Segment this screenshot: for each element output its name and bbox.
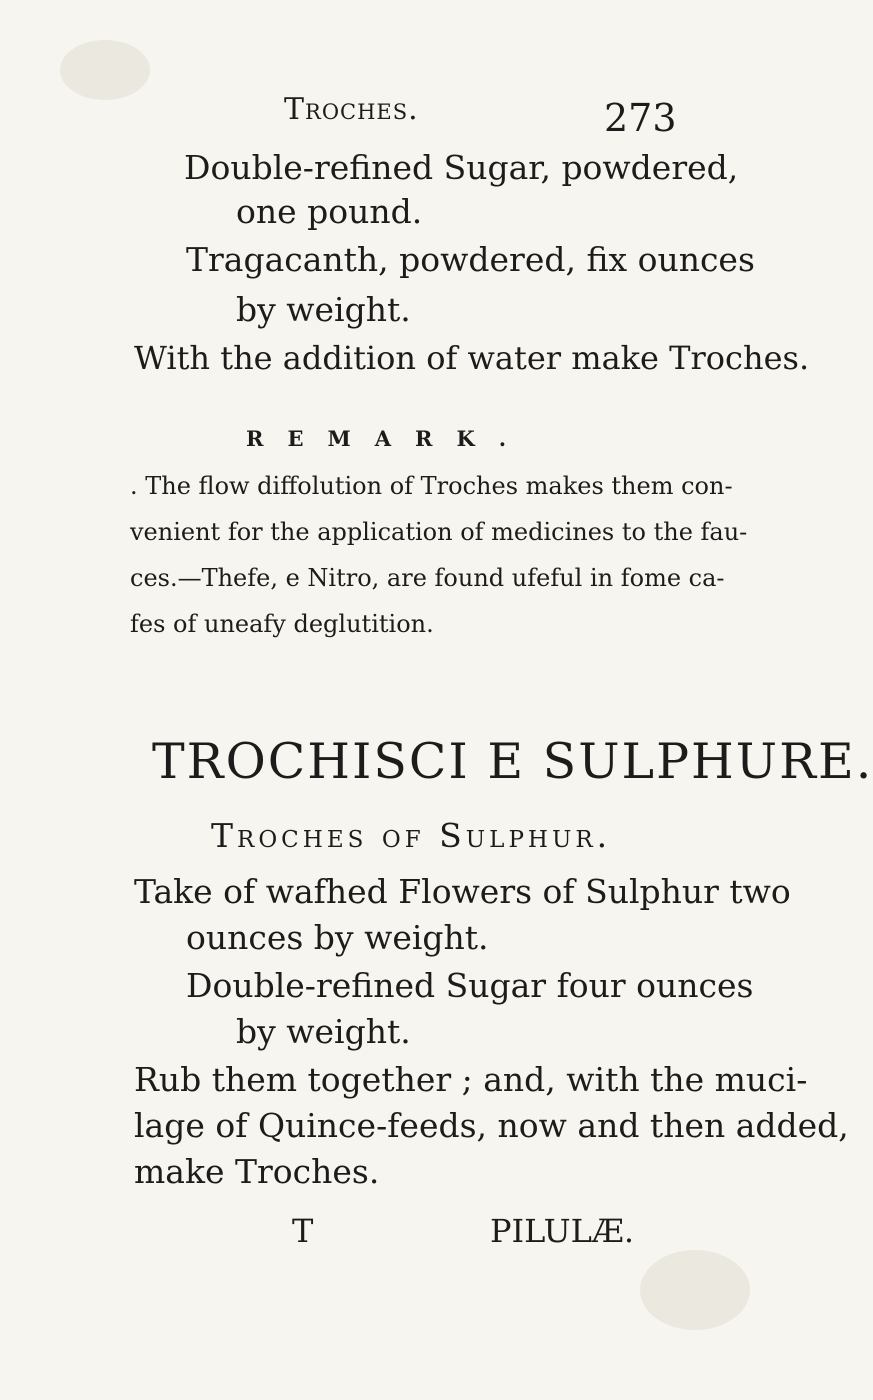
recipe1-line: With the addition of water make Troches.	[134, 339, 810, 377]
recipe1-line: Tragacanth, powdered, fix ounces	[186, 240, 755, 279]
recipe2-line: Double-refined Sugar four ounces	[186, 966, 754, 1005]
recipe2-line: ounces by weight.	[186, 918, 489, 957]
running-head: Troches.	[284, 92, 419, 127]
remark-line: venient for the application of medicines to the fau-	[130, 518, 748, 546]
remark-line: . The flow diffolution of Troches makes them con-	[130, 472, 733, 500]
recipe1-line: Double-refined Sugar, powdered,	[184, 148, 739, 187]
recipe1-line: by weight.	[236, 290, 411, 329]
recipe2-line: Take of wafhed Flowers of Sulphur two	[134, 872, 791, 911]
paper-stain	[640, 1250, 750, 1330]
remark-line: ces.—Thefe, e Nitro, are found ufeful in fome ca-	[130, 564, 725, 592]
recipe1-line: one pound.	[236, 192, 423, 231]
catchword: PILULÆ.	[490, 1212, 635, 1250]
recipe2-line: Rub them together ; and, with the muci-	[134, 1060, 808, 1099]
remark-heading: REMARK.	[246, 426, 531, 451]
remark-line: fes of uneafy deglutition.	[130, 610, 434, 638]
recipe2-line: make Troches.	[134, 1152, 380, 1191]
recipe2-line: by weight.	[236, 1012, 411, 1051]
page-number: 273	[604, 96, 677, 140]
paper-stain	[60, 40, 150, 100]
section-subtitle: Troches of Sulphur.	[211, 816, 612, 855]
section-title: TROCHISCI E SULPHURE.	[152, 733, 873, 790]
signature-mark: T	[292, 1212, 314, 1250]
recipe2-line: lage of Quince-feeds, now and then added,	[134, 1106, 849, 1145]
